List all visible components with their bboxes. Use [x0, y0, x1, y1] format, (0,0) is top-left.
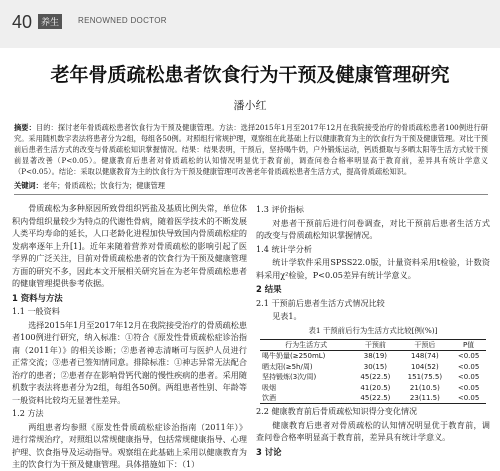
table-cell: 23(11.5) [399, 393, 452, 404]
table-row [260, 372, 486, 382]
table-row [260, 351, 486, 362]
keywords-label: 关键词： [14, 181, 43, 190]
results-table [260, 339, 486, 404]
table-header-cell: 干预后 [399, 340, 452, 351]
table-cell: 45(22.5) [360, 373, 391, 382]
paragraph: 统计学软件采用SPSS22.0版，计量资料采用t检验，计数资料采用χ²检验，P<0.05差异有统计学意义。 [256, 257, 490, 280]
table-cell: <0.05 [451, 393, 486, 404]
table-cell: 饮酒 [260, 393, 352, 404]
paragraph: 两组患者均参照《原发性骨质疏松症诊治指南（2011年）》进行常规治疗，对照组以常规健康指导，包括常规健康指导、心理护理、饮食指导及运动指导。观察组在此基础上采用以健康教育为主的饮食行为干预及健康管理。具体措施如下：（1） [12, 421, 247, 469]
abstract-label: 摘要： [14, 123, 36, 132]
table-header-cell: P值 [451, 340, 486, 351]
subsection-heading: 1.2 方法 [12, 408, 44, 418]
page-header [0, 0, 500, 48]
table-cell: 45(22.5) [352, 393, 398, 404]
subsection-heading: 2.1 干预前后患者生活方式情况比较 [256, 297, 385, 308]
section-heading: 1 资料与方法 [12, 292, 63, 303]
author: 潘小红 [233, 99, 267, 112]
table-cell: <0.05 [457, 373, 480, 382]
table-cell: 喝牛奶量(≥250mL) [262, 352, 326, 361]
table-cell: 坚持锻炼(3次/周) [262, 373, 317, 382]
table-cell: 吸烟 [262, 383, 276, 392]
table-cell: 38(19) [363, 352, 388, 361]
abstract [14, 122, 488, 177]
table-cell: 104(52) [411, 362, 439, 371]
keywords [14, 180, 488, 191]
page-number: 40 [12, 12, 33, 32]
subsection-heading: 1.4 统计学分析 [256, 243, 312, 254]
table-cell: <0.05 [457, 352, 480, 361]
table-cell: 151(75.5) [407, 373, 443, 382]
table-cell: <0.05 [457, 362, 480, 371]
section-heading: 2 结果 [256, 284, 282, 294]
table-row [260, 393, 486, 404]
paragraph: 对患者干预前后进行问卷调查，对比干预前后患者生活方式的改变与骨质疏松知识掌握情况。 [256, 217, 490, 240]
right-column [256, 202, 490, 459]
table-header-row [260, 340, 486, 351]
table-cell: 30(15) [363, 362, 388, 371]
keywords-text: 老年；骨质疏松；饮食行为；健康管理 [42, 181, 165, 190]
paragraph: 选择2015年1月至2017年12月在我院接受治疗的骨质疏松患者100例进行研究，纳入标准：①符合《原发性骨质疏松症诊治指南（2011年）》的相关诊断；②患者神志清晰可与医护人员进行正常交流；③患者已签知情同意。排除标准：①神志异常无法配合治疗的患者；②患者存在影响骨钙代谢的慢性疾病的患者。采用随机数字表法将患者分为2组，每组各50例。两组患者性别、年龄等一般资料比较均无显著性差异。 [12, 319, 247, 405]
journal-name: RENOWNED DOCTOR [78, 16, 167, 25]
paragraph: 见表1。 [272, 311, 302, 321]
section-heading: 3 讨论 [256, 446, 282, 457]
article-title: 老年骨质疏松患者饮食行为干预及健康管理研究 [50, 64, 450, 86]
divider [14, 194, 488, 195]
table-row [260, 383, 486, 393]
subsection-heading: 2.2 健康教育前后骨质疏松知识得分变化情况 [256, 406, 418, 417]
left-column [12, 202, 247, 471]
subsection-heading: 1.3 评价指标 [256, 204, 304, 214]
table-cell: 41(20.5) [360, 383, 391, 392]
table-header-cell: 行为生活方式 [260, 340, 352, 351]
journal-badge: 养生 [38, 14, 62, 29]
intro-paragraph: 骨质疏松为多种原因所致骨组织钙盐及基质比例失常，单位体积内骨组织量较少为特点的代谢性骨病，随着医学技术的不断发展人类平均寿命的延长，人口老龄化进程加快导致国内骨质疏松症的发病率逐年上升[1]。近年来随着营养对骨质疏松的影响引起了医学界的广泛关注，目前对骨质疏松患者的饮食行为干预及健康管理方面的研究不多，因此本文开展相关研究旨在为老年骨质疏松患者的健康管理提供参考依据。 [12, 203, 247, 288]
table-cell: 21(10.5) [409, 383, 440, 392]
table-cell: 148(74) [411, 352, 439, 361]
table-cell: 晒太阳(≥5h/周) [262, 362, 313, 371]
table-cell: <0.05 [457, 383, 480, 392]
table-row [260, 362, 486, 372]
table-header-cell: 干预前 [352, 340, 398, 351]
paragraph: 健康教育后患者对骨质疏松的认知情况明显优于教育前，调查问卷合格率明显高于教育前，差异具有统计学意义。 [256, 419, 490, 443]
abstract-text: 目的：探讨老年骨质疏松患者饮食行为干预及健康管理。方法：选择2015年1月至2017年12月在我院接受治疗的骨质疏松患者100例进行研究。采用随机数字表法将患者分为2组，每组各50例。对照组行常规护理，观察组在此基础上行以健康教育为主的饮食行为干预及健康管理。对比干预前后患者生活方式的改变与骨质疏松知识掌握情况。结果：结果表明，干预后，坚持喝牛奶，户外锻炼运动，钙质摄取与多晒太阳等生活方式较干预前显著改善（P<0.05）。健康教育后患者对骨质疏松的认知情况明显优于教育前，调查问卷合格率明显高于教育前，差异具有统计学意义（P<0.05）。结论：采取以健康教育为主的饮食行为干预及健康管理可改善老年骨质疏松患者生活方式，提高骨质疏松知识。 [14, 123, 488, 176]
subsection-heading: 1.1 一般资料 [12, 306, 60, 316]
table-caption: 表1 干预前后行为生活方式比较[例(%)] [308, 325, 438, 335]
